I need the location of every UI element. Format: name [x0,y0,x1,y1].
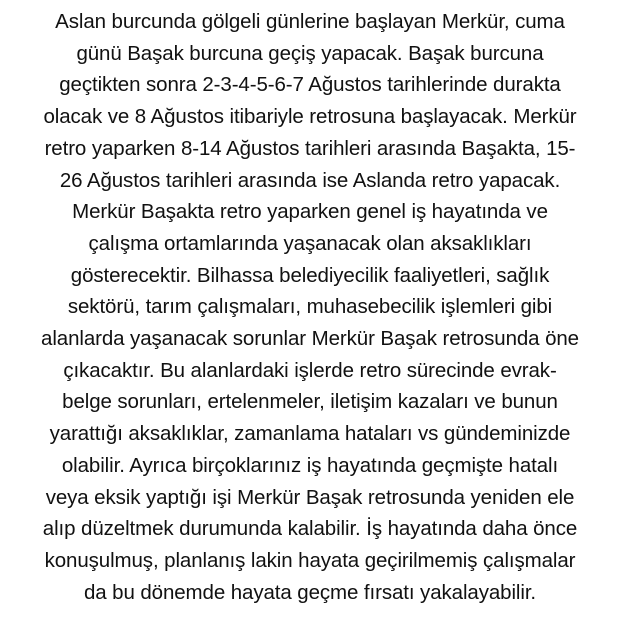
text-line-12: çıkacaktır. Bu alanlardaki işlerde retro sürecinde evrak- [63,358,557,382]
text-line-7: Merkür Başakta retro yaparken genel iş hayatında ve [72,200,548,224]
text-line-1: Aslan burcunda gölgeli günlerine başlayan Merkür, cuma [55,10,565,33]
text-line-8: çalışma ortamlarında yaşanacak olan aksaklıkları [88,231,532,255]
text-line-11: alanlarda yaşanacak sorunlar Merkür Başak retrosunda öne [41,327,579,351]
text-line-3: geçtikten sonra 2-3-4-5-6-7 Ağustos tarihlerinde durakta [59,73,561,97]
text-line-10: sektörü, tarım çalışmaları, muhasebecilik işlemleri gibi [67,295,553,319]
text-line-2: günü Başak burcuna geçiş yapacak. Başak burcuna [76,41,544,65]
text-line-18: konuşulmuş, planlanış lakin hayata geçirilmemiş çalışmalar [44,548,576,572]
text-line-13: belge sorunları, ertelenmeler, iletişim kazaları ve bunun [62,390,558,414]
text-line-15: olabilir. Ayrıca birçoklarınız iş hayatında geçmişte hatalı [61,453,559,477]
article-paragraph [0,6,620,608]
text-line-4: olacak ve 8 Ağustos itibariyle retrosuna başlayacak. Merkür [43,105,577,129]
text-line-19: da bu dönemde hayata geçme fırsatı yakalayabilir. [83,580,537,604]
text-line-6: 26 Ağustos tarihleri arasında ise Aslanda retro yapacak. [59,168,561,192]
text-line-14: yarattığı aksaklıklar, zamanlama hataları vs gündeminizde [49,422,571,446]
text-line-5: retro yaparken 8-14 Ağustos tarihleri arasında Başakta, 15- [44,136,576,160]
text-line-9: gösterecektir. Bilhassa belediyecilik faaliyetleri, sağlık [70,263,550,287]
text-line-16: veya eksik yaptığı işi Merkür Başak retrosunda yeniden ele [45,485,575,509]
text-line-17: alıp düzeltmek durumunda kalabilir. İş hayatında daha önce [42,517,578,541]
